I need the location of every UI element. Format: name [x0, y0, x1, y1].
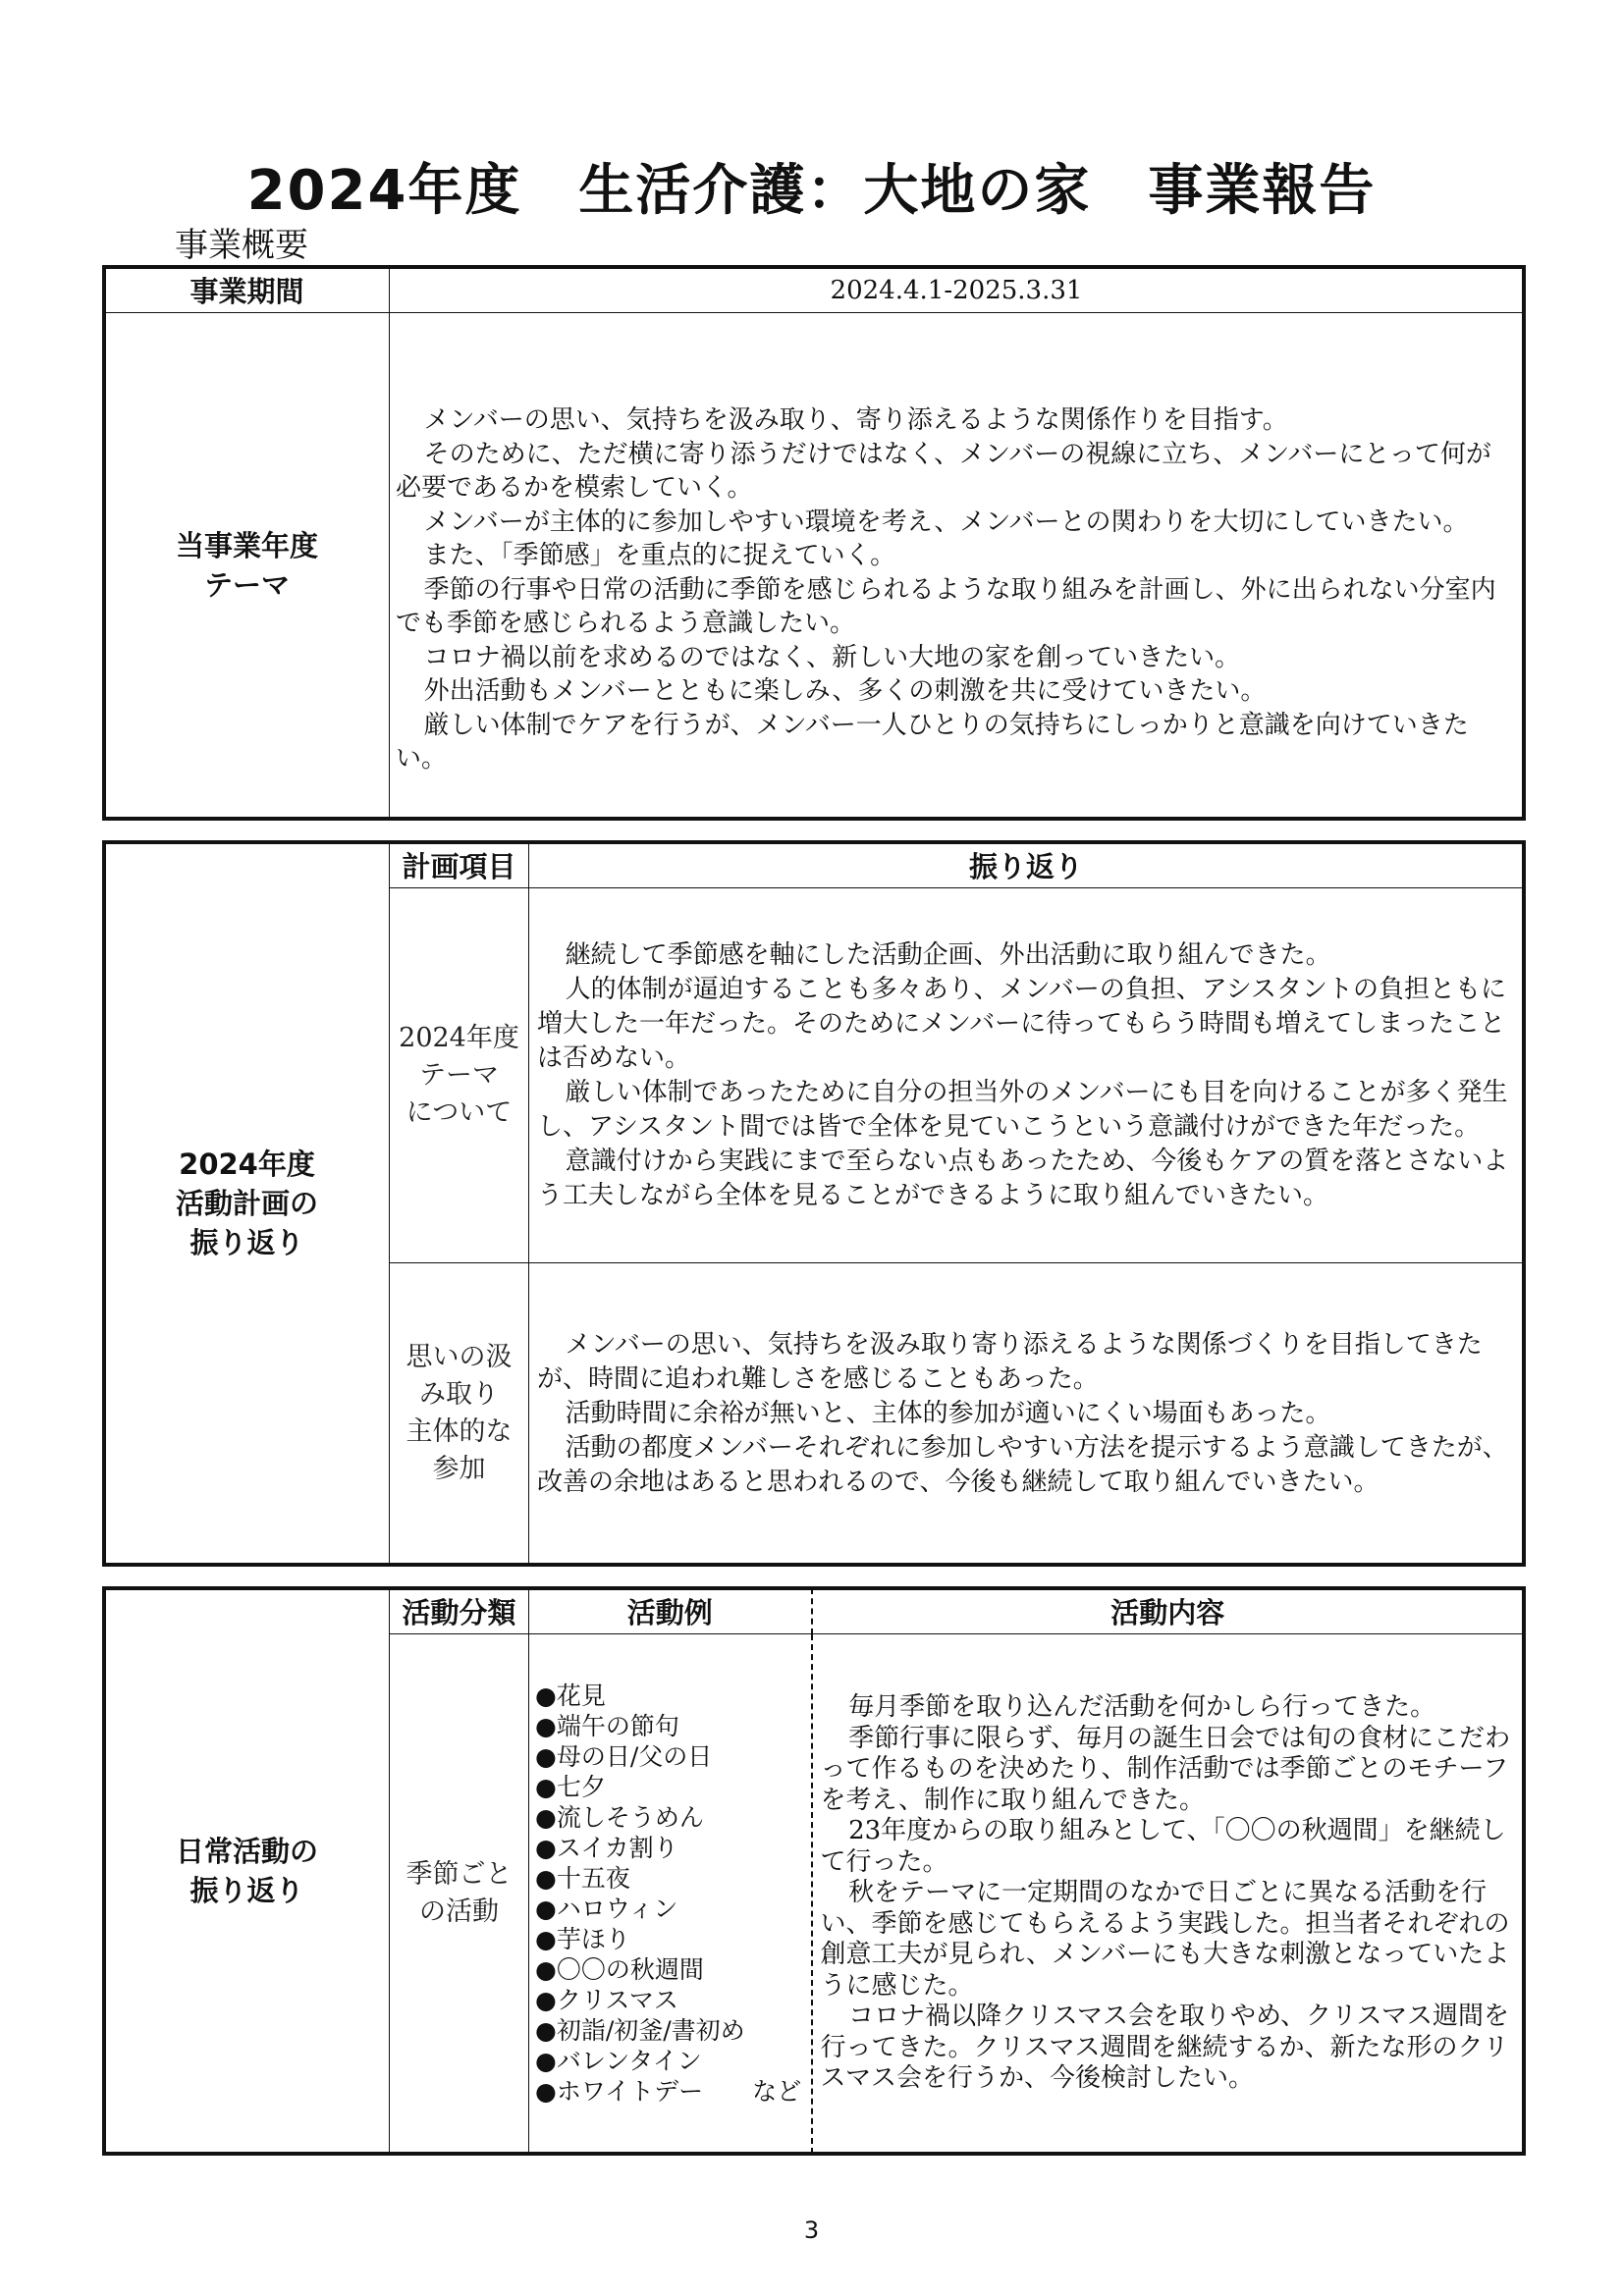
- content-paragraph: 23年度からの取り組みとして、「〇〇の秋週間」を継続して行った。: [820, 1816, 1506, 1877]
- list-item: ●ホワイトデー など: [535, 2077, 802, 2106]
- plan-item-line: み取り: [419, 1379, 499, 1410]
- plan-review-label-line: 活動計画の: [175, 1187, 318, 1220]
- theme-paragraph: 厳しい体制でケアを行うが、メンバー一人ひとりの気持ちにしっかりと意識を向けていきたい。: [396, 710, 1469, 774]
- theme-content: [390, 313, 1524, 819]
- page-number: 3: [803, 2216, 820, 2244]
- activity-content: [812, 1634, 1524, 2154]
- period-label: 事業期間: [105, 268, 390, 313]
- daily-review-label: [105, 1589, 390, 2154]
- daily-review-table: [104, 1588, 1524, 2154]
- plan-review-table: [104, 842, 1524, 1565]
- theme-paragraph: 季節の行事や日常の活動に季節を感じられるような取り組みを計画し、外に出られない分室内でも季節を感じられるよう意識したい。: [396, 574, 1496, 638]
- review-paragraph: メンバーの思い、気持ちを汲み取り寄り添えるような関係づくりを目指してきたが、時間に追われ難しさを感じることもあった。: [537, 1329, 1483, 1394]
- header-category: 活動分類: [390, 1589, 529, 1634]
- examples-list: [529, 1634, 812, 2154]
- plan-review-content: [529, 888, 1524, 1263]
- list-item: ●スイカ割り: [535, 1834, 678, 1862]
- theme-paragraph: また、「季節感」を重点的に捉えていく。: [423, 541, 896, 570]
- overview-table: [104, 267, 1524, 819]
- section-subtitle: 事業概要: [175, 226, 308, 265]
- content-paragraph: 季節行事に限らず、毎月の誕生日会では旬の食材にこだわって作るものを決めたり、制作活動では季節ごとのモチーフを考え、制作に取り組んできた。: [820, 1723, 1511, 1815]
- theme-paragraph: 外出活動もメンバーとともに楽しみ、多くの刺激を共に受けていきたい。: [423, 676, 1267, 706]
- review-paragraph: 活動時間に余裕が無いと、主体的参加が適いにくい場面もあった。: [565, 1398, 1331, 1428]
- header-plan-item: 計画項目: [390, 843, 529, 888]
- theme-paragraph: メンバーが主体的に参加しやすい環境を考え、メンバーとの関わりを大切にしていきたい。: [423, 507, 1469, 537]
- category-seasonal: [390, 1634, 529, 2154]
- plan-review-label: [105, 843, 390, 1565]
- content-paragraph: 秋をテーマに一定期間のなかで日ごとに異なる活動を行い、季節を感じてもらえるよう実践した。担当者それぞれの創意工夫が見られ、メンバーにも大きな刺激となっていたように感じた。: [820, 1878, 1510, 2001]
- plan-review-label-line: 2024年度: [179, 1148, 315, 1181]
- category-line: の活動: [419, 1896, 499, 1927]
- plan-item-line: 参加: [432, 1454, 486, 1484]
- list-item: ●バレンタイン: [535, 2047, 702, 2075]
- list-item: ●七夕: [535, 1773, 606, 1801]
- review-paragraph: 意識付けから実践にまで至らない点もあったため、今後もケアの質を落とさないよう工夫しながら全体を見ることができるように取り組んでいきたい。: [537, 1146, 1509, 1210]
- period-value: 2024.4.1-2025.3.31: [390, 268, 1524, 313]
- list-item: ●端午の節句: [535, 1712, 679, 1740]
- theme-paragraph: メンバーの思い、気持ちを汲み取り、寄り添えるような関係作りを目指す。: [423, 405, 1288, 435]
- plan-item-line: について: [406, 1096, 513, 1128]
- daily-review-label-line: 日常活動の: [175, 1835, 318, 1868]
- content-paragraph: コロナ禍以降クリスマス会を取りやめ、クリスマス週間を行ってきた。クリスマス週間を継続するか、新たな形のクリスマス会を行うか、今後検討したい。: [820, 2002, 1509, 2094]
- header-content: 活動内容: [812, 1589, 1524, 1634]
- review-paragraph: 継続して季節感を軸にした活動企画、外出活動に取り組んできた。: [565, 939, 1331, 970]
- list-item: ●初詣/初釜/書初め: [535, 2016, 745, 2045]
- review-paragraph: 活動の都度メンバーそれぞれに参加しやすい方法を提示するよう意識してきたが、改善の余地はあると思われるので、今後も継続して取り組んでいきたい。: [537, 1432, 1508, 1497]
- plan-item-participation: [390, 1263, 529, 1565]
- header-examples: 活動例: [529, 1589, 812, 1634]
- theme-paragraph: コロナ禍以前を求めるのではなく、新しい大地の家を創っていきたい。: [423, 642, 1241, 672]
- list-item: ●ハロウィン: [535, 1895, 678, 1923]
- review-paragraph: 厳しい体制であったために自分の担当外のメンバーにも目を向けることが多く発生し、アシスタント間では皆で全体を見ていこうという意識付けができた年だった。: [537, 1077, 1508, 1142]
- plan-review-content: [529, 1263, 1524, 1565]
- plan-item-line: 2024年度: [399, 1022, 519, 1053]
- list-item: ●クリスマス: [535, 1986, 678, 2014]
- list-item: ●芋ほり: [535, 1925, 630, 1953]
- plan-item-line: テーマ: [419, 1059, 499, 1091]
- list-item: ●〇〇の秋週間: [535, 1955, 704, 1984]
- header-review: 振り返り: [529, 843, 1524, 888]
- list-item: ●流しそうめん: [535, 1803, 704, 1832]
- page-title: 2024年度 生活介護：大地の家 事業報告: [246, 159, 1377, 223]
- content-paragraph: 毎月季節を取り込んだ活動を何かしら行ってきた。: [848, 1692, 1436, 1723]
- plan-item-line: 思いの汲: [406, 1342, 513, 1372]
- category-line: 季節ごと: [406, 1859, 513, 1890]
- list-item: ●十五夜: [535, 1864, 630, 1893]
- list-item: ●花見: [535, 1682, 606, 1710]
- theme-label-line: 当事業年度: [175, 529, 318, 562]
- plan-item-line: 主体的な: [406, 1416, 513, 1447]
- plan-review-label-line: 振り返り: [189, 1226, 304, 1259]
- plan-item-theme: [390, 888, 529, 1263]
- theme-label-line: テーマ: [203, 568, 290, 602]
- list-item: ●母の日/父の日: [535, 1742, 713, 1771]
- theme-paragraph: そのために、ただ横に寄り添うだけではなく、メンバーの視線に立ち、メンバーにとって何が必要であるかを模索していく。: [396, 439, 1491, 503]
- review-paragraph: 人的体制が逼迫することも多々あり、メンバーの負担、アシスタントの負担ともに増大した一年だった。そのためにメンバーに待ってもらう時間も増えてしまったことは否めない。: [537, 974, 1506, 1073]
- daily-review-label-line: 振り返り: [189, 1874, 304, 1907]
- theme-label: [105, 313, 390, 819]
